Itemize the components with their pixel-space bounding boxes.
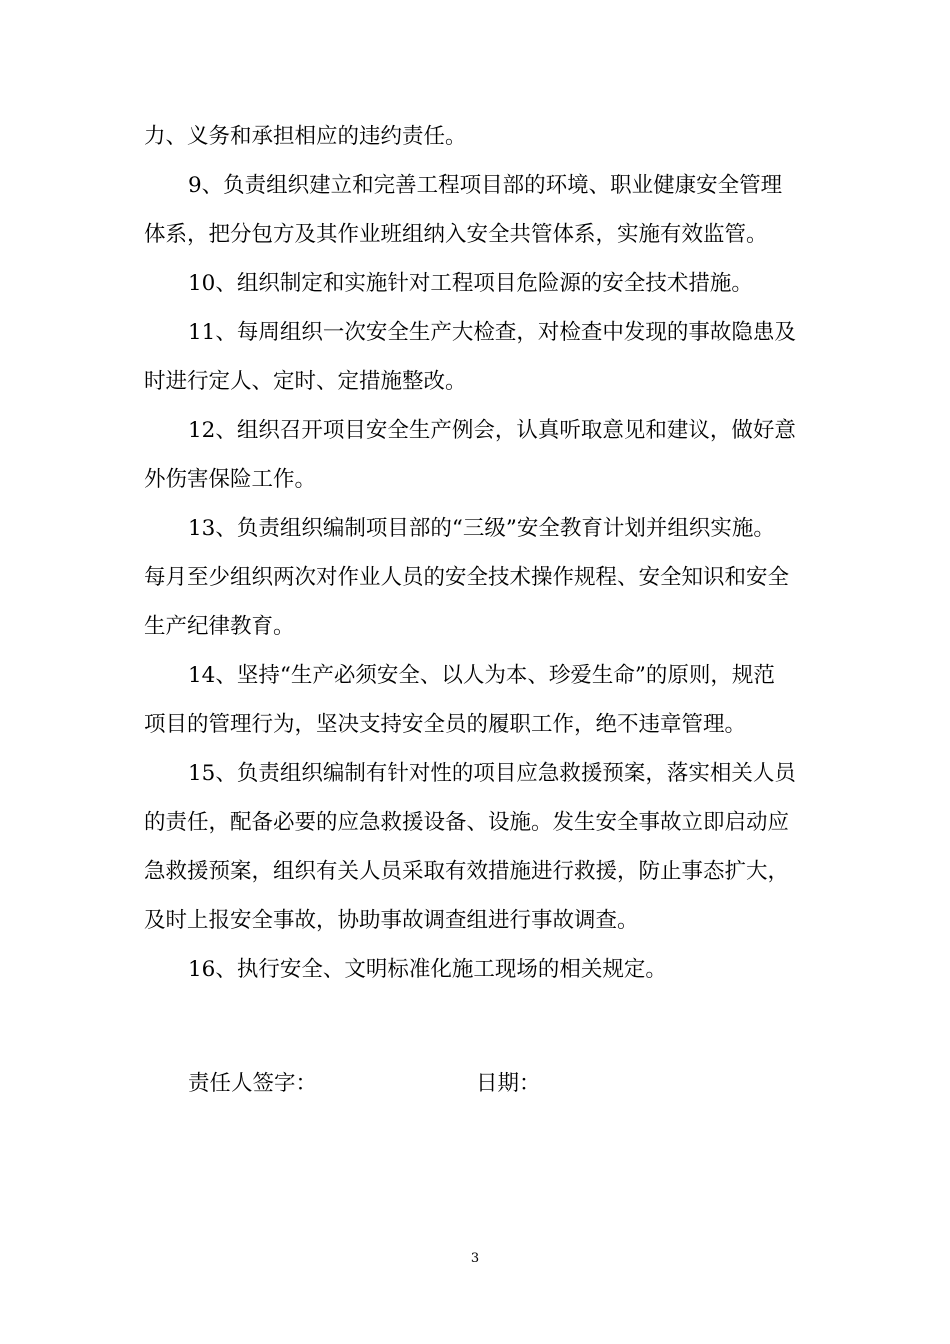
responsible-signature-label: 责任人签字：	[188, 1071, 318, 1096]
item-15-line-4: 及时上报安全事故，协助事故调查组进行事故调查。	[144, 908, 639, 933]
text-line: 力、义务和承担相应的违约责任。	[144, 124, 467, 149]
item-13-line-3: 生产纪律教育。	[144, 614, 295, 639]
item-11-line-1: 11、每周组织一次安全生产大检查，对检查中发现的事故隐患及	[188, 320, 796, 345]
item-9-line-2: 体系，把分包方及其作业班组纳入安全共管体系，实施有效监管。	[144, 222, 768, 247]
item-15-line-1: 15、负责组织编制有针对性的项目应急救援预案，落实相关人员	[188, 761, 796, 786]
item-12-line-1: 12、组织召开项目安全生产例会，认真听取意见和建议，做好意	[188, 418, 796, 443]
item-14-line-2: 项目的管理行为，坚决支持安全员的履职工作，绝不违章管理。	[144, 712, 747, 737]
page-number: 3	[470, 1251, 480, 1266]
document-body	[144, 112, 808, 994]
date-label: 日期：	[476, 1071, 541, 1096]
item-15-line-3: 急救援预案，组织有关人员采取有效措施进行救援，防止事态扩大，	[144, 859, 790, 884]
item-12-line-2: 外伤害保险工作。	[144, 467, 317, 492]
signature-row	[188, 1064, 788, 1104]
item-15-line-2: 的责任，配备必要的应急救援设备、设施。发生安全事故立即启动应	[144, 810, 790, 835]
item-11-line-2: 时进行定人、定时、定措施整改。	[144, 369, 467, 394]
item-14-line-1: 14、坚持“生产必须安全、以人为本、珍爱生命”的原则，规范	[188, 663, 775, 688]
item-13-line-2: 每月至少组织两次对作业人员的安全技术操作规程、安全知识和安全	[144, 565, 790, 590]
item-16-line-1: 16、执行安全、文明标准化施工现场的相关规定。	[188, 957, 667, 982]
item-13-line-1: 13、负责组织编制项目部的“三级”安全教育计划并组织实施。	[188, 516, 775, 541]
item-9-line-1: 9、负责组织建立和完善工程项目部的环境、职业健康安全管理	[188, 173, 783, 198]
item-10-line-1: 10、组织制定和实施针对工程项目危险源的安全技术措施。	[188, 271, 753, 296]
